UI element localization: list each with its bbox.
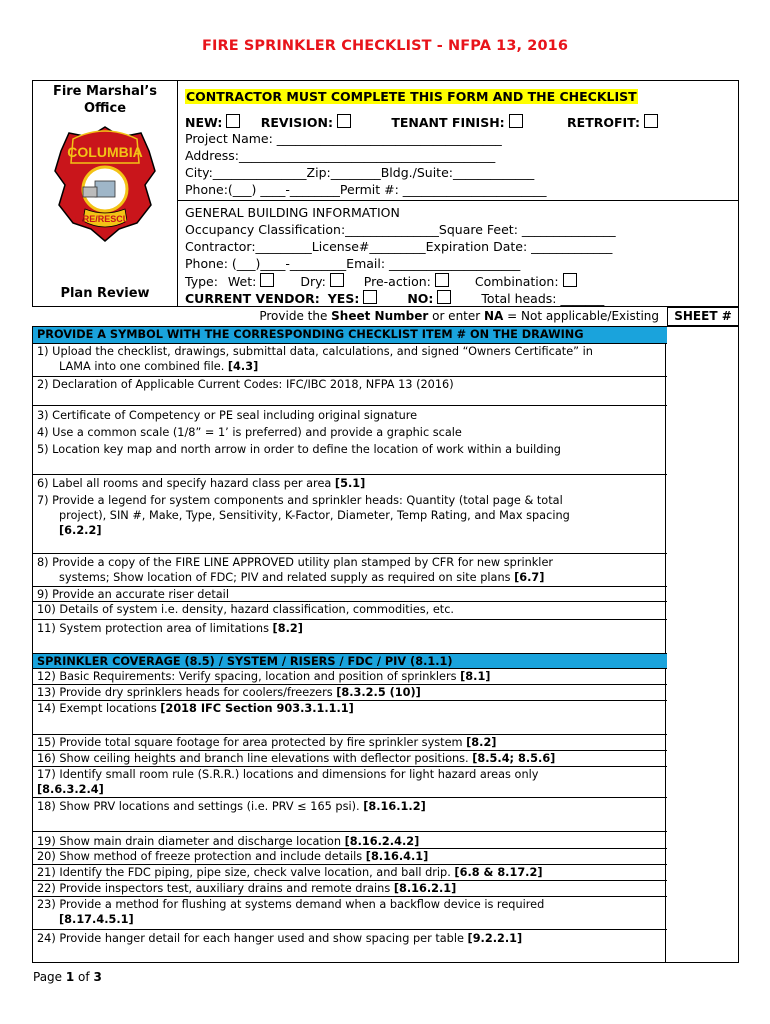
contractor-instruction: CONTRACTOR MUST COMPLETE THIS FORM AND THE CHECKLIST xyxy=(186,89,637,104)
checklist-item-14: 14) Exempt locations [2018 IFC Section 903.3.1.1.1] xyxy=(33,700,667,734)
svg-text:COLUMBIA: COLUMBIA xyxy=(67,144,143,160)
tenant-finish-checkbox[interactable] xyxy=(509,114,523,128)
checklist-item-12: 12) Basic Requirements: Verify spacing, location and position of sprinklers [8.1] xyxy=(33,668,667,684)
checklist-item-24: 24) Provide hanger detail for each hanger used and show spacing per table [9.2.2.1] xyxy=(33,929,667,962)
checklist-item-17: 17) Identify small room rule (S.R.R.) locations and dimensions for light hazard areas only [8.6.3.2.4] xyxy=(33,766,667,797)
checklist-item-19: 19) Show main drain diameter and discharge location [8.16.2.4.2] xyxy=(33,831,667,848)
vendor-yes-checkbox[interactable] xyxy=(363,290,377,304)
checklist-item-10: 10) Details of system i.e. density, hazard classification, commodities, etc. xyxy=(33,601,667,619)
checklist-item-13: 13) Provide dry sprinklers heads for coolers/freezers [8.3.2.5 (10)] xyxy=(33,684,667,700)
checklist-item-1: 1) Upload the checklist, drawings, submittal data, calculations, and signed “Owners Certificate” in LAMA into one combined file. [4.3] xyxy=(33,343,667,376)
svg-text:FIRE/RESCUE: FIRE/RESCUE xyxy=(74,214,136,224)
new-checkbox[interactable] xyxy=(226,114,240,128)
revision-checkbox[interactable] xyxy=(337,114,351,128)
project-type-row: NEW: REVISION: TENANT FINISH: RETROFIT: xyxy=(185,114,658,130)
contractor-field[interactable]: Contractor:_________License#_________Expiration Date: _____________ xyxy=(185,239,613,254)
checklist-item-7: 7) Provide a legend for system components and sprinkler heads: Quantity (total page & total project), SIN #, Make, Type, Sensitivity, K-Factor, Diameter, Temp Rating, and Max spacing [6.2.2] xyxy=(37,494,570,537)
checklist-item-4: 4) Use a common scale (1/8” = 1’ is preferred) and provide a graphic scale xyxy=(37,426,462,439)
sheet-instruction: Provide the Sheet Number or enter NA = Not applicable/Existing xyxy=(259,309,659,323)
instruction-row xyxy=(185,89,638,104)
header-box xyxy=(32,80,739,307)
plan-review-label: Plan Review xyxy=(60,286,150,301)
checklist-item-23: 23) Provide a method for flushing at systems demand when a backflow device is required [8.17.4.5.1] xyxy=(33,896,667,929)
header-divider xyxy=(177,200,738,201)
wet-checkbox[interactable] xyxy=(260,273,274,287)
fire-marshal-panel xyxy=(33,81,178,306)
checklist-table xyxy=(32,326,739,963)
page-title: FIRE SPRINKLER CHECKLIST - NFPA 13, 2016 xyxy=(201,38,569,54)
checklist-item-8: 8) Provide a copy of the FIRE LINE APPROVED utility plan stamped by CFR for new sprinkler systems; Show location of FDC; PIV and related supply as required on site plans [6.7] xyxy=(33,553,667,586)
checklist-group-6-7 xyxy=(33,474,667,553)
preaction-checkbox[interactable] xyxy=(435,273,449,287)
city-zip-field[interactable]: City:_______________Zip:________Bldg./Suite:_____________ xyxy=(185,165,535,180)
page-footer: Page 1 of 3 xyxy=(33,970,102,984)
occupancy-field[interactable]: Occupancy Classification:_______________Square Feet: _______________ xyxy=(185,222,616,237)
office-title: Fire Marshal’s Office xyxy=(52,84,158,116)
vendor-row: CURRENT VENDOR: YES: NO: Total heads: _______ xyxy=(185,291,605,306)
gbi-heading: GENERAL BUILDING INFORMATION xyxy=(185,205,400,220)
checklist-item-9: 9) Provide an accurate riser detail xyxy=(33,586,667,601)
checklist-item-6: 6) Label all rooms and specify hazard class per area [5.1] xyxy=(37,477,366,490)
checklist-item-3: 3) Certificate of Competency or PE seal including original signature xyxy=(37,409,418,422)
vendor-no-checkbox[interactable] xyxy=(437,290,451,304)
checklist-item-5: 5) Location key map and north arrow in order to define the location of work within a building xyxy=(37,443,561,456)
phone-permit-field[interactable]: Phone:(___) ____-________Permit #: _______________________ xyxy=(185,182,547,197)
phone-email-field[interactable]: Phone: (___)____-_________Email: _____________________ xyxy=(185,256,521,271)
checklist-item-21: 21) Identify the FDC piping, pipe size, check valve location, and ball drip. [6.8 & 8.17.2] xyxy=(33,864,667,880)
section-header-coverage: SPRINKLER COVERAGE (8.5) / SYSTEM / RISERS / FDC / PIV (8.1.1) xyxy=(33,653,667,668)
sheet-number-heading: SHEET # xyxy=(667,307,739,326)
checklist-item-20: 20) Show method of freeze protection and include details [8.16.4.1] xyxy=(33,848,667,864)
checklist-item-2: 2) Declaration of Applicable Current Codes: IFC/IBC 2018, NFPA 13 (2016) xyxy=(33,376,667,405)
system-type-row: Type: Wet: Dry: Pre-action: Combination: xyxy=(185,273,577,289)
checklist-item-18: 18) Show PRV locations and settings (i.e. PRV ≤ 165 psi). [8.16.1.2] xyxy=(33,797,667,831)
checklist-item-22: 22) Provide inspectors test, auxiliary drains and remote drains [8.16.2.1] xyxy=(33,880,667,896)
columbia-fire-rescue-badge xyxy=(53,125,157,243)
total-heads-field[interactable]: Total heads: _______ xyxy=(481,291,605,306)
combination-checkbox[interactable] xyxy=(563,273,577,287)
section-header-symbol: PROVIDE A SYMBOL WITH THE CORRESPONDING CHECKLIST ITEM # ON THE DRAWING xyxy=(33,327,667,343)
checklist-item-16: 16) Show ceiling heights and branch line elevations with deflector positions. [8.5.4; 8.5.6] xyxy=(33,750,667,766)
sheet-header-row xyxy=(32,307,739,326)
checklist-item-15: 15) Provide total square footage for area protected by fire sprinkler system [8.2] xyxy=(33,734,667,750)
address-field[interactable]: Address:_________________________________________ xyxy=(185,148,496,163)
project-name-field[interactable]: Project Name: ____________________________________ xyxy=(185,131,502,146)
checklist-group-3-5 xyxy=(33,405,667,474)
dry-checkbox[interactable] xyxy=(330,273,344,287)
checklist-item-11: 11) System protection area of limitations [8.2] xyxy=(33,619,667,653)
retrofit-checkbox[interactable] xyxy=(644,114,658,128)
